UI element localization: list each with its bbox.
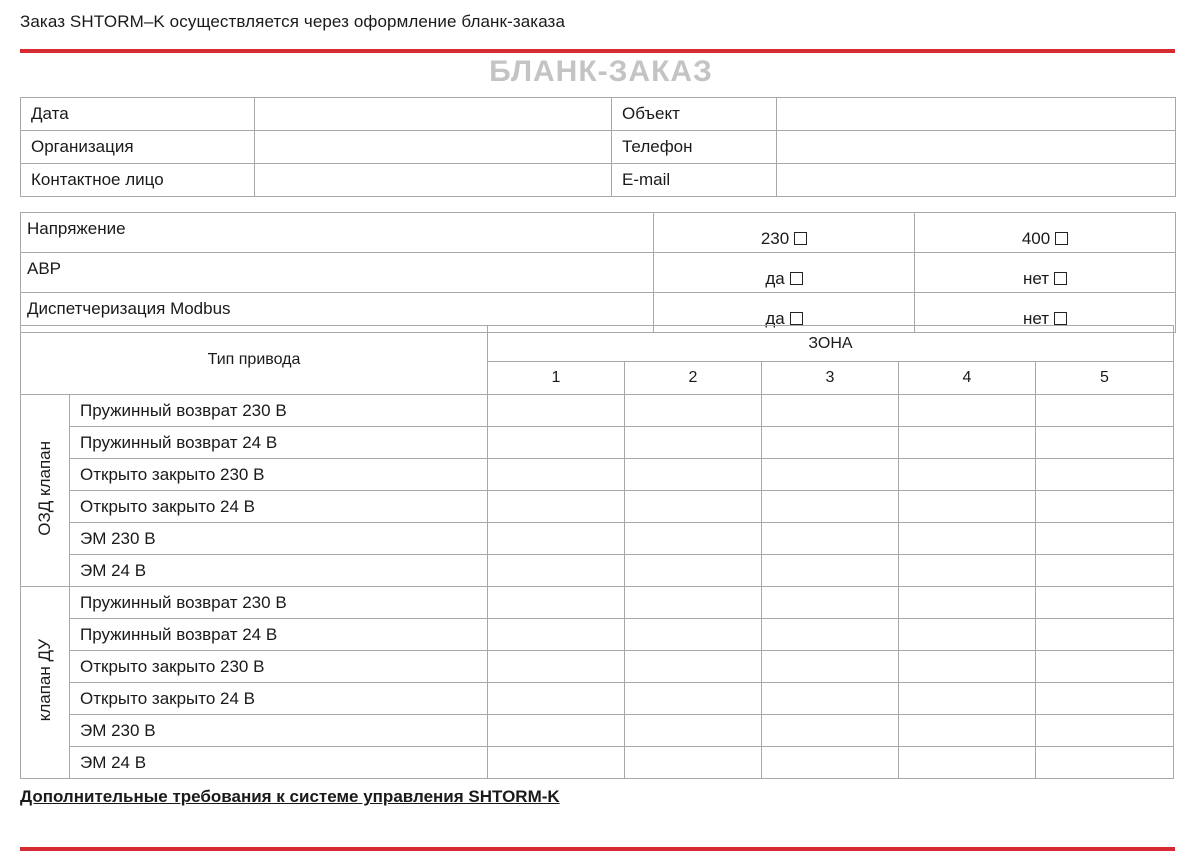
zone-cell[interactable] xyxy=(899,395,1036,427)
zone-number: 5 xyxy=(1036,362,1174,395)
zone-cell[interactable] xyxy=(625,427,762,459)
drive-type-label: Открыто закрыто 24 В xyxy=(70,683,488,715)
drive-type-label: Пружинный возврат 24 В xyxy=(70,619,488,651)
zone-cell[interactable] xyxy=(762,715,899,747)
drive-type-label: Открыто закрыто 230 В xyxy=(70,459,488,491)
drive-type-label: ЭМ 230 В xyxy=(70,715,488,747)
zone-cell[interactable] xyxy=(762,651,899,683)
zone-cell[interactable] xyxy=(899,555,1036,587)
voltage-400-label: 400 xyxy=(1021,229,1051,248)
zone-cell[interactable] xyxy=(899,427,1036,459)
email-field[interactable] xyxy=(777,164,1176,197)
drive-type-label: Открыто закрыто 230 В xyxy=(70,651,488,683)
drive-type-header: Тип привода xyxy=(21,326,488,395)
zone-cell[interactable] xyxy=(488,427,625,459)
zone-cell[interactable] xyxy=(762,683,899,715)
zone-cell[interactable] xyxy=(899,491,1036,523)
table-row xyxy=(21,523,1174,555)
voltage-label: Напряжение xyxy=(21,213,654,253)
phone-label: Телефон xyxy=(612,131,777,164)
object-field[interactable] xyxy=(777,98,1176,131)
modbus-label: Диспетчеризация Modbus xyxy=(21,293,654,333)
zone-cell[interactable] xyxy=(488,555,625,587)
zone-cell[interactable] xyxy=(625,651,762,683)
zone-cell[interactable] xyxy=(625,395,762,427)
drive-type-label: Открыто закрыто 24 В xyxy=(70,491,488,523)
table-row xyxy=(21,395,1174,427)
zone-cell[interactable] xyxy=(762,395,899,427)
drive-type-label: Пружинный возврат 230 В xyxy=(70,587,488,619)
checkbox-icon[interactable] xyxy=(1054,272,1067,285)
zone-number: 2 xyxy=(625,362,762,395)
zone-cell[interactable] xyxy=(625,555,762,587)
zone-cell[interactable] xyxy=(762,555,899,587)
bottom-divider xyxy=(20,847,1175,851)
zone-cell[interactable] xyxy=(1036,715,1174,747)
zone-cell[interactable] xyxy=(488,491,625,523)
zone-cell[interactable] xyxy=(1036,491,1174,523)
drive-type-label: Пружинный возврат 24 В xyxy=(70,427,488,459)
group-label-du xyxy=(21,587,70,779)
checkbox-icon[interactable] xyxy=(1055,232,1068,245)
zone-cell[interactable] xyxy=(488,523,625,555)
object-label: Объект xyxy=(612,98,777,131)
power-options-table xyxy=(20,212,1176,333)
zone-cell[interactable] xyxy=(625,491,762,523)
zone-cell[interactable] xyxy=(488,747,625,779)
info-row-date xyxy=(21,98,1176,131)
contact-person-field[interactable] xyxy=(255,164,612,197)
avr-yes-label: да xyxy=(765,269,785,288)
voltage-230-label: 230 xyxy=(760,229,790,248)
drive-type-label: ЭМ 230 В xyxy=(70,523,488,555)
zone-cell[interactable] xyxy=(899,587,1036,619)
group-label-ozd xyxy=(21,395,70,587)
phone-field[interactable] xyxy=(777,131,1176,164)
info-row-organization xyxy=(21,131,1176,164)
table-row xyxy=(21,491,1174,523)
zone-header: ЗОНА xyxy=(488,326,1174,362)
header-row xyxy=(21,326,1174,362)
zone-cell[interactable] xyxy=(762,747,899,779)
zone-cell[interactable] xyxy=(899,459,1036,491)
date-label: Дата xyxy=(21,98,255,131)
avr-row xyxy=(21,253,1176,293)
table-row xyxy=(21,555,1174,587)
date-field[interactable] xyxy=(255,98,612,131)
zone-cell[interactable] xyxy=(762,523,899,555)
intro-text: Заказ SHTORM–K осуществляется через оформление бланк-заказа xyxy=(20,12,566,31)
zone-cell[interactable] xyxy=(762,459,899,491)
modbus-yes-label: да xyxy=(765,309,785,328)
table-row xyxy=(21,427,1174,459)
form-title: БЛАНК-ЗАКАЗ xyxy=(489,55,713,88)
zone-cell[interactable] xyxy=(762,619,899,651)
avr-label: АВР xyxy=(21,253,654,293)
extra-requirements-heading: Дополнительные требования к системе управления SHTORM-K xyxy=(20,787,560,806)
contact-person-label: Контактное лицо xyxy=(21,164,255,197)
table-row xyxy=(21,651,1174,683)
zone-cell[interactable] xyxy=(899,619,1036,651)
zone-number: 1 xyxy=(488,362,625,395)
avr-yes-option[interactable] xyxy=(654,253,915,293)
zone-cell[interactable] xyxy=(1036,683,1174,715)
voltage-230-option[interactable] xyxy=(654,213,915,253)
zone-cell[interactable] xyxy=(625,715,762,747)
zone-cell[interactable] xyxy=(625,747,762,779)
zone-cell[interactable] xyxy=(899,683,1036,715)
zone-cell[interactable] xyxy=(1036,619,1174,651)
info-row-contact xyxy=(21,164,1176,197)
table-row xyxy=(21,459,1174,491)
checkbox-icon[interactable] xyxy=(790,312,803,325)
zone-cell[interactable] xyxy=(762,587,899,619)
zone-cell[interactable] xyxy=(625,619,762,651)
table-row xyxy=(21,587,1174,619)
avr-no-label: нет xyxy=(1022,269,1050,288)
avr-no-option[interactable] xyxy=(915,253,1176,293)
top-divider xyxy=(20,49,1175,53)
zone-cell[interactable] xyxy=(899,747,1036,779)
organization-field[interactable] xyxy=(255,131,612,164)
organization-label: Организация xyxy=(21,131,255,164)
zone-cell[interactable] xyxy=(625,587,762,619)
zone-cell[interactable] xyxy=(488,459,625,491)
contact-info-table xyxy=(20,97,1176,197)
checkbox-icon[interactable] xyxy=(790,272,803,285)
table-row xyxy=(21,715,1174,747)
zone-cell[interactable] xyxy=(488,587,625,619)
drive-type-label: ЭМ 24 В xyxy=(70,555,488,587)
checkbox-icon[interactable] xyxy=(794,232,807,245)
zone-cell[interactable] xyxy=(1036,747,1174,779)
drive-type-label: Пружинный возврат 230 В xyxy=(70,395,488,427)
zone-cell[interactable] xyxy=(1036,523,1174,555)
zone-cell[interactable] xyxy=(1036,587,1174,619)
checkbox-icon[interactable] xyxy=(1054,312,1067,325)
zone-cell[interactable] xyxy=(488,395,625,427)
zone-cell[interactable] xyxy=(625,523,762,555)
drive-type-label: ЭМ 24 В xyxy=(70,747,488,779)
zone-cell[interactable] xyxy=(1036,395,1174,427)
zone-cell[interactable] xyxy=(1036,427,1174,459)
zone-number: 3 xyxy=(762,362,899,395)
zone-cell[interactable] xyxy=(1036,651,1174,683)
zone-number: 4 xyxy=(899,362,1036,395)
table-row xyxy=(21,683,1174,715)
table-row xyxy=(21,619,1174,651)
zone-cell[interactable] xyxy=(625,683,762,715)
zone-cell[interactable] xyxy=(899,651,1036,683)
group-name: ОЗД клапан xyxy=(35,440,54,536)
zone-cell[interactable] xyxy=(625,459,762,491)
zone-cell[interactable] xyxy=(1036,459,1174,491)
zone-cell[interactable] xyxy=(488,619,625,651)
voltage-400-option[interactable] xyxy=(915,213,1176,253)
zone-cell[interactable] xyxy=(1036,555,1174,587)
table-row xyxy=(21,747,1174,779)
zone-cell[interactable] xyxy=(488,715,625,747)
modbus-no-label: нет xyxy=(1022,309,1050,328)
zone-cell[interactable] xyxy=(488,651,625,683)
zone-cell[interactable] xyxy=(762,491,899,523)
zone-cell[interactable] xyxy=(488,683,625,715)
group-name: клапан ДУ xyxy=(35,638,54,722)
zone-cell[interactable] xyxy=(762,427,899,459)
email-label: E-mail xyxy=(612,164,777,197)
voltage-row xyxy=(21,213,1176,253)
zone-cell[interactable] xyxy=(899,523,1036,555)
zone-cell[interactable] xyxy=(899,715,1036,747)
drive-zone-table xyxy=(20,325,1174,779)
